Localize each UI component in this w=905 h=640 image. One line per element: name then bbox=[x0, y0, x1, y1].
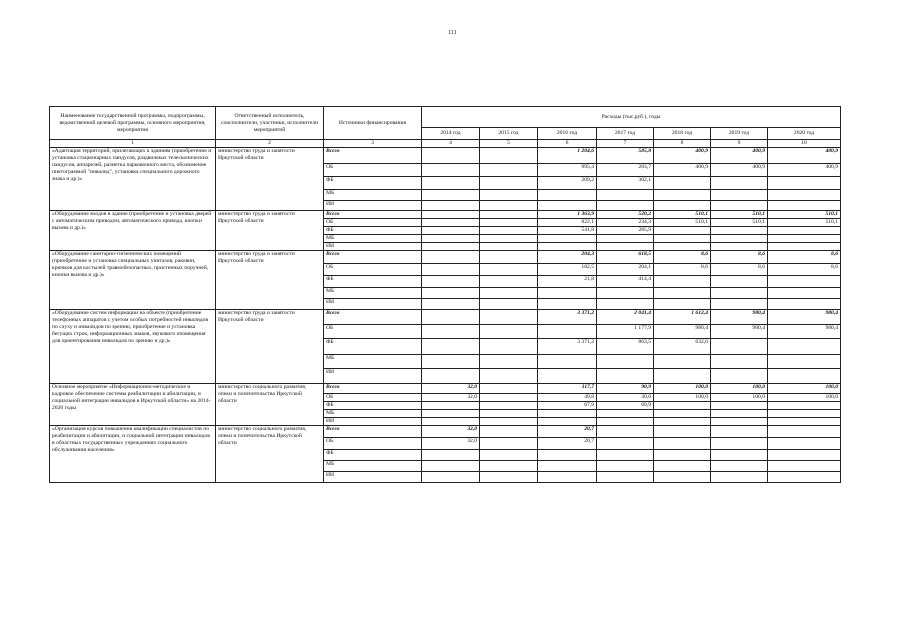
expense-value bbox=[422, 148, 480, 164]
table-body bbox=[50, 148, 841, 483]
funding-source: ФБ bbox=[324, 227, 422, 235]
header-year: 2016 год bbox=[538, 128, 597, 140]
funding-source: ОБ bbox=[324, 438, 422, 450]
expense-value bbox=[768, 339, 841, 355]
expense-value bbox=[538, 369, 597, 384]
expense-value: 21,8 bbox=[538, 276, 597, 288]
expense-value: 100,0 bbox=[711, 384, 768, 394]
expense-value bbox=[480, 410, 538, 418]
table-row bbox=[50, 384, 841, 394]
expense-value: 400,9 bbox=[768, 148, 841, 164]
expense-value bbox=[480, 164, 538, 177]
expense-value: 980,4 bbox=[711, 310, 768, 325]
measure-name: «Оборудование входов в здание (приобретение и установка дверей с автоматическим приводом, автоматического привода, кнопки вызова и др.)» bbox=[50, 211, 216, 251]
expense-value bbox=[480, 310, 538, 325]
funding-source: ФБ bbox=[324, 339, 422, 355]
expense-value bbox=[422, 288, 480, 299]
measure-name: «Оборудование санитарно-гигиенических помещений (приобретение и установка специальных унитазов, раковин, крючков для костылей травмобезопасных, пристенных поручней, кнопки вызова и др.)» bbox=[50, 251, 216, 310]
expense-value bbox=[768, 410, 841, 418]
funding-source: ИИ bbox=[324, 299, 422, 310]
expense-value: 117,7 bbox=[538, 384, 597, 394]
expense-value: 182,5 bbox=[538, 264, 597, 276]
expense-value bbox=[711, 177, 768, 190]
expense-value: 285,9 bbox=[597, 227, 654, 235]
expense-value bbox=[768, 472, 841, 483]
expense-value: 67,9 bbox=[538, 402, 597, 410]
table-row bbox=[50, 426, 841, 438]
expense-value bbox=[597, 288, 654, 299]
funding-source: ФБ bbox=[324, 402, 422, 410]
expense-value bbox=[711, 410, 768, 418]
funding-source: ОБ bbox=[324, 394, 422, 402]
expense-value bbox=[654, 438, 711, 450]
expense-value: 49,8 bbox=[538, 394, 597, 402]
expense-value bbox=[711, 418, 768, 426]
expense-value bbox=[654, 426, 711, 438]
executor: министерство труда и занятости Иркутской области bbox=[216, 310, 324, 384]
funding-source: ОБ bbox=[324, 219, 422, 227]
expense-value bbox=[711, 450, 768, 461]
table-row bbox=[50, 211, 841, 219]
expense-value: 60,9 bbox=[597, 402, 654, 410]
expense-value bbox=[711, 472, 768, 483]
column-index: 1 bbox=[50, 140, 216, 148]
funding-source: МБ bbox=[324, 410, 422, 418]
expense-value bbox=[768, 235, 841, 243]
expense-value bbox=[597, 201, 654, 211]
expense-value bbox=[654, 299, 711, 310]
expense-value bbox=[768, 190, 841, 201]
funding-source: ИИ bbox=[324, 243, 422, 251]
expense-value: 3 371,2 bbox=[538, 310, 597, 325]
expense-value bbox=[711, 339, 768, 355]
measure-name: Основное мероприятие «Информационно-методическое и кадровое обеспечение системы реабилитации и абилитации, и социальной интеграции инвалидов в Иркутской области» на 2014-2020 годы bbox=[50, 384, 216, 426]
expense-value bbox=[597, 235, 654, 243]
funding-source: ИИ bbox=[324, 418, 422, 426]
expense-value: 585,8 bbox=[597, 148, 654, 164]
expense-value bbox=[768, 438, 841, 450]
funding-source: Всего bbox=[324, 310, 422, 325]
expense-value bbox=[597, 472, 654, 483]
expense-value bbox=[480, 426, 538, 438]
expense-value bbox=[480, 339, 538, 355]
expense-value bbox=[422, 325, 480, 339]
column-index: 8 bbox=[654, 140, 711, 148]
expense-value: 822,1 bbox=[538, 219, 597, 227]
expense-value bbox=[480, 299, 538, 310]
expense-value: 510,1 bbox=[768, 219, 841, 227]
expense-value: 90,9 bbox=[597, 384, 654, 394]
header-name: Наименование государственной программы, подпрограммы, ведомственной целевой программы, основного мероприятия, мероприятия bbox=[50, 107, 216, 140]
expense-value: 1 612,4 bbox=[654, 310, 711, 325]
expense-value bbox=[768, 461, 841, 472]
expense-value bbox=[422, 402, 480, 410]
expense-value: 632,0 bbox=[654, 339, 711, 355]
header-year: 2014 год bbox=[422, 128, 480, 140]
expense-value bbox=[422, 243, 480, 251]
expense-value bbox=[711, 402, 768, 410]
expense-value bbox=[538, 243, 597, 251]
expense-value: 1 177,9 bbox=[597, 325, 654, 339]
column-index: 10 bbox=[768, 140, 841, 148]
expense-value bbox=[597, 410, 654, 418]
expense-value bbox=[711, 243, 768, 251]
expense-value: 234,3 bbox=[597, 219, 654, 227]
funding-source: МБ bbox=[324, 355, 422, 369]
expense-value bbox=[422, 418, 480, 426]
expense-value bbox=[654, 450, 711, 461]
expense-value: 980,4 bbox=[768, 325, 841, 339]
expense-value bbox=[422, 201, 480, 211]
expense-value bbox=[538, 201, 597, 211]
expense-value bbox=[422, 211, 480, 219]
expense-value bbox=[597, 438, 654, 450]
expense-value bbox=[538, 299, 597, 310]
expense-value bbox=[480, 288, 538, 299]
expense-value: 8,6 bbox=[654, 251, 711, 264]
expense-value bbox=[480, 276, 538, 288]
budget-table bbox=[49, 106, 841, 483]
expense-value: 100,0 bbox=[768, 384, 841, 394]
expense-value bbox=[538, 288, 597, 299]
expense-value: 980,4 bbox=[768, 310, 841, 325]
expense-value bbox=[654, 177, 711, 190]
header-year: 2020 год bbox=[768, 128, 841, 140]
expense-value bbox=[711, 369, 768, 384]
expense-value: 32,0 bbox=[422, 426, 480, 438]
expense-value: 3 371,2 bbox=[538, 339, 597, 355]
expense-value bbox=[768, 243, 841, 251]
expense-value: 32,0 bbox=[422, 394, 480, 402]
expense-value: 100,0 bbox=[654, 394, 711, 402]
expense-value bbox=[480, 325, 538, 339]
expense-value bbox=[654, 201, 711, 211]
funding-source: Всего bbox=[324, 211, 422, 219]
expense-value bbox=[597, 243, 654, 251]
funding-source: ФБ bbox=[324, 177, 422, 190]
expense-value bbox=[768, 227, 841, 235]
expense-value: 520,2 bbox=[597, 211, 654, 219]
expense-value: 20,7 bbox=[538, 438, 597, 450]
expense-value bbox=[480, 369, 538, 384]
expense-value: 100,0 bbox=[654, 384, 711, 394]
expense-value bbox=[768, 177, 841, 190]
expense-value bbox=[480, 461, 538, 472]
expense-value: 100,0 bbox=[711, 394, 768, 402]
expense-value bbox=[422, 461, 480, 472]
expense-value bbox=[480, 219, 538, 227]
expense-value bbox=[654, 276, 711, 288]
expense-value: 8,6 bbox=[711, 251, 768, 264]
header-year: 2019 год bbox=[711, 128, 768, 140]
funding-source: ИИ bbox=[324, 369, 422, 384]
expense-value: 8,6 bbox=[711, 264, 768, 276]
funding-source: ОБ bbox=[324, 264, 422, 276]
expense-value bbox=[768, 201, 841, 211]
executor: министерство труда и занятости Иркутской области bbox=[216, 148, 324, 211]
funding-source: Всего bbox=[324, 426, 422, 438]
expense-value bbox=[597, 190, 654, 201]
column-index: 3 bbox=[324, 140, 422, 148]
expense-value: 209,2 bbox=[538, 177, 597, 190]
expense-value bbox=[597, 450, 654, 461]
expense-value: 980,4 bbox=[711, 325, 768, 339]
expense-value bbox=[768, 450, 841, 461]
expense-value: 541,8 bbox=[538, 227, 597, 235]
expense-value: 1 204,6 bbox=[538, 148, 597, 164]
expense-value bbox=[768, 402, 841, 410]
expense-value bbox=[538, 418, 597, 426]
expense-value bbox=[422, 264, 480, 276]
expense-value bbox=[711, 288, 768, 299]
expense-value bbox=[538, 410, 597, 418]
funding-source: ОБ bbox=[324, 325, 422, 339]
expense-value: 510,1 bbox=[654, 219, 711, 227]
expense-value: 32,0 bbox=[422, 438, 480, 450]
expense-value bbox=[654, 288, 711, 299]
expense-value bbox=[480, 148, 538, 164]
expense-value: 283,7 bbox=[597, 164, 654, 177]
funding-source: ИИ bbox=[324, 201, 422, 211]
expense-value bbox=[597, 355, 654, 369]
column-index: 4 bbox=[422, 140, 480, 148]
expense-value: 400,9 bbox=[711, 164, 768, 177]
column-index: 9 bbox=[711, 140, 768, 148]
expense-value bbox=[480, 190, 538, 201]
measure-name: «Организация курсов повышения квалификации специалистов по реабилитации и абилитации, и социальной интеграции инвалидов в областных государственных учреждениях социального обслуживания населения» bbox=[50, 426, 216, 483]
expense-value: 2 041,4 bbox=[597, 310, 654, 325]
expense-value: 30,0 bbox=[597, 394, 654, 402]
funding-source: Всего bbox=[324, 251, 422, 264]
expense-value bbox=[654, 243, 711, 251]
expense-value: 863,5 bbox=[597, 339, 654, 355]
expense-value: 8,6 bbox=[768, 264, 841, 276]
expense-value bbox=[480, 394, 538, 402]
expense-value: 32,0 bbox=[422, 384, 480, 394]
expense-value bbox=[711, 276, 768, 288]
header-expenses: Расходы (тыс.руб.), годы bbox=[422, 107, 841, 128]
expense-value bbox=[711, 461, 768, 472]
funding-source: ОБ bbox=[324, 164, 422, 177]
expense-value bbox=[654, 461, 711, 472]
expense-value bbox=[768, 418, 841, 426]
expense-value bbox=[711, 190, 768, 201]
expense-value: 1 363,9 bbox=[538, 211, 597, 219]
expense-value: 302,1 bbox=[597, 177, 654, 190]
expense-value: 995,4 bbox=[538, 164, 597, 177]
table-row bbox=[50, 148, 841, 164]
expense-value bbox=[480, 264, 538, 276]
expense-value bbox=[768, 355, 841, 369]
expense-value bbox=[654, 227, 711, 235]
expense-value bbox=[538, 450, 597, 461]
executor: министерство труда и занятости Иркутской области bbox=[216, 251, 324, 310]
header-executor: Ответственный исполнитель, соисполнители, участники, исполнители мероприятий bbox=[216, 107, 324, 140]
expense-value: 204,1 bbox=[597, 264, 654, 276]
expense-value bbox=[480, 402, 538, 410]
expense-value bbox=[422, 177, 480, 190]
expense-value bbox=[538, 325, 597, 339]
page-number: 111 bbox=[448, 30, 457, 36]
column-index: 5 bbox=[480, 140, 538, 148]
expense-value bbox=[480, 418, 538, 426]
funding-source: ФБ bbox=[324, 276, 422, 288]
expense-value bbox=[711, 299, 768, 310]
expense-value bbox=[654, 472, 711, 483]
expense-value bbox=[654, 190, 711, 201]
expense-value: 20,7 bbox=[538, 426, 597, 438]
expense-value bbox=[480, 243, 538, 251]
expense-value bbox=[654, 410, 711, 418]
funding-source: Всего bbox=[324, 384, 422, 394]
expense-value bbox=[480, 384, 538, 394]
funding-source: ФБ bbox=[324, 450, 422, 461]
expense-value: 8,6 bbox=[654, 264, 711, 276]
funding-source: МБ bbox=[324, 190, 422, 201]
expense-value bbox=[597, 461, 654, 472]
expense-value bbox=[654, 402, 711, 410]
measure-name: «Оборудование систем информации на объекте (приобретение телефонных аппаратов с учетом особых потребностей инвалидов по слуху и инвалидов по зрению, приобретение и установка бегущих строк, информационных знаков, звукового оповещения для ориентирования инвалидов по зрению и др.)» bbox=[50, 310, 216, 384]
expense-value bbox=[711, 355, 768, 369]
expense-value bbox=[422, 190, 480, 201]
column-index: 6 bbox=[538, 140, 597, 148]
expense-value bbox=[597, 369, 654, 384]
header-year: 2017 год bbox=[597, 128, 654, 140]
funding-source: МБ bbox=[324, 288, 422, 299]
column-index: 2 bbox=[216, 140, 324, 148]
expense-value bbox=[711, 201, 768, 211]
expense-value bbox=[480, 450, 538, 461]
expense-value bbox=[422, 164, 480, 177]
expense-value bbox=[654, 355, 711, 369]
expense-value bbox=[538, 461, 597, 472]
expense-value bbox=[711, 426, 768, 438]
expense-value: 400,9 bbox=[711, 148, 768, 164]
expense-value bbox=[480, 355, 538, 369]
header-year: 2018 год bbox=[654, 128, 711, 140]
expense-value bbox=[654, 235, 711, 243]
funding-source: ИИ bbox=[324, 472, 422, 483]
expense-value bbox=[422, 369, 480, 384]
expense-value: 510,1 bbox=[768, 211, 841, 219]
expense-value bbox=[711, 438, 768, 450]
expense-value bbox=[768, 276, 841, 288]
table-row bbox=[50, 310, 841, 325]
expense-value: 400,9 bbox=[654, 164, 711, 177]
expense-value bbox=[654, 418, 711, 426]
expense-value bbox=[422, 472, 480, 483]
expense-value: 8,6 bbox=[768, 251, 841, 264]
expense-value: 100,0 bbox=[768, 394, 841, 402]
expense-value: 400,9 bbox=[654, 148, 711, 164]
measure-name: «Адаптация территорий, прилегающих к зданиям (приобретение и установка стационарных пандусов, раздвижных телескопических пандусов, аппарелей, разметка парковочного места, обозначение пиктограммой "инвалид", установка специального дорожного знака и др.)» bbox=[50, 148, 216, 211]
expense-value bbox=[538, 235, 597, 243]
expense-value bbox=[422, 276, 480, 288]
expense-value bbox=[768, 299, 841, 310]
expense-value: 414,4 bbox=[597, 276, 654, 288]
funding-source: Всего bbox=[324, 148, 422, 164]
expense-value bbox=[422, 299, 480, 310]
expense-value bbox=[422, 355, 480, 369]
expense-value bbox=[422, 339, 480, 355]
expense-value bbox=[711, 227, 768, 235]
expense-value bbox=[597, 426, 654, 438]
expense-value bbox=[480, 438, 538, 450]
expense-value bbox=[480, 227, 538, 235]
expense-value bbox=[768, 426, 841, 438]
expense-value: 510,1 bbox=[654, 211, 711, 219]
expense-value bbox=[422, 310, 480, 325]
expense-value: 510,1 bbox=[711, 211, 768, 219]
column-index: 7 bbox=[597, 140, 654, 148]
expense-value bbox=[768, 369, 841, 384]
expense-value bbox=[422, 235, 480, 243]
expense-value bbox=[480, 235, 538, 243]
expense-value: 204,3 bbox=[538, 251, 597, 264]
expense-value bbox=[480, 211, 538, 219]
expense-value bbox=[480, 177, 538, 190]
expense-value bbox=[480, 251, 538, 264]
expense-value bbox=[538, 190, 597, 201]
expense-value bbox=[654, 369, 711, 384]
executor: министерство социального развития, опеки и попечительства Иркутской области bbox=[216, 426, 324, 483]
expense-value bbox=[538, 355, 597, 369]
expense-value: 618,5 bbox=[597, 251, 654, 264]
executor: министерство социального развития, опеки и попечительства Иркутской области bbox=[216, 384, 324, 426]
expense-value bbox=[422, 410, 480, 418]
expense-value: 400,9 bbox=[768, 164, 841, 177]
funding-source: МБ bbox=[324, 235, 422, 243]
expense-value bbox=[422, 251, 480, 264]
expense-value bbox=[597, 299, 654, 310]
expense-value bbox=[422, 450, 480, 461]
expense-value bbox=[480, 201, 538, 211]
funding-source: МБ bbox=[324, 461, 422, 472]
expense-value: 980,4 bbox=[654, 325, 711, 339]
expense-value bbox=[422, 227, 480, 235]
expense-value bbox=[768, 288, 841, 299]
expense-value bbox=[711, 235, 768, 243]
expense-value bbox=[422, 219, 480, 227]
table-row bbox=[50, 251, 841, 264]
expense-value bbox=[480, 472, 538, 483]
expense-value bbox=[597, 418, 654, 426]
expense-value: 510,1 bbox=[711, 219, 768, 227]
executor: министерство труда и занятости Иркутской области bbox=[216, 211, 324, 251]
header-source: Источники финансирования bbox=[324, 107, 422, 140]
header-year: 2015 год bbox=[480, 128, 538, 140]
expense-value bbox=[538, 472, 597, 483]
